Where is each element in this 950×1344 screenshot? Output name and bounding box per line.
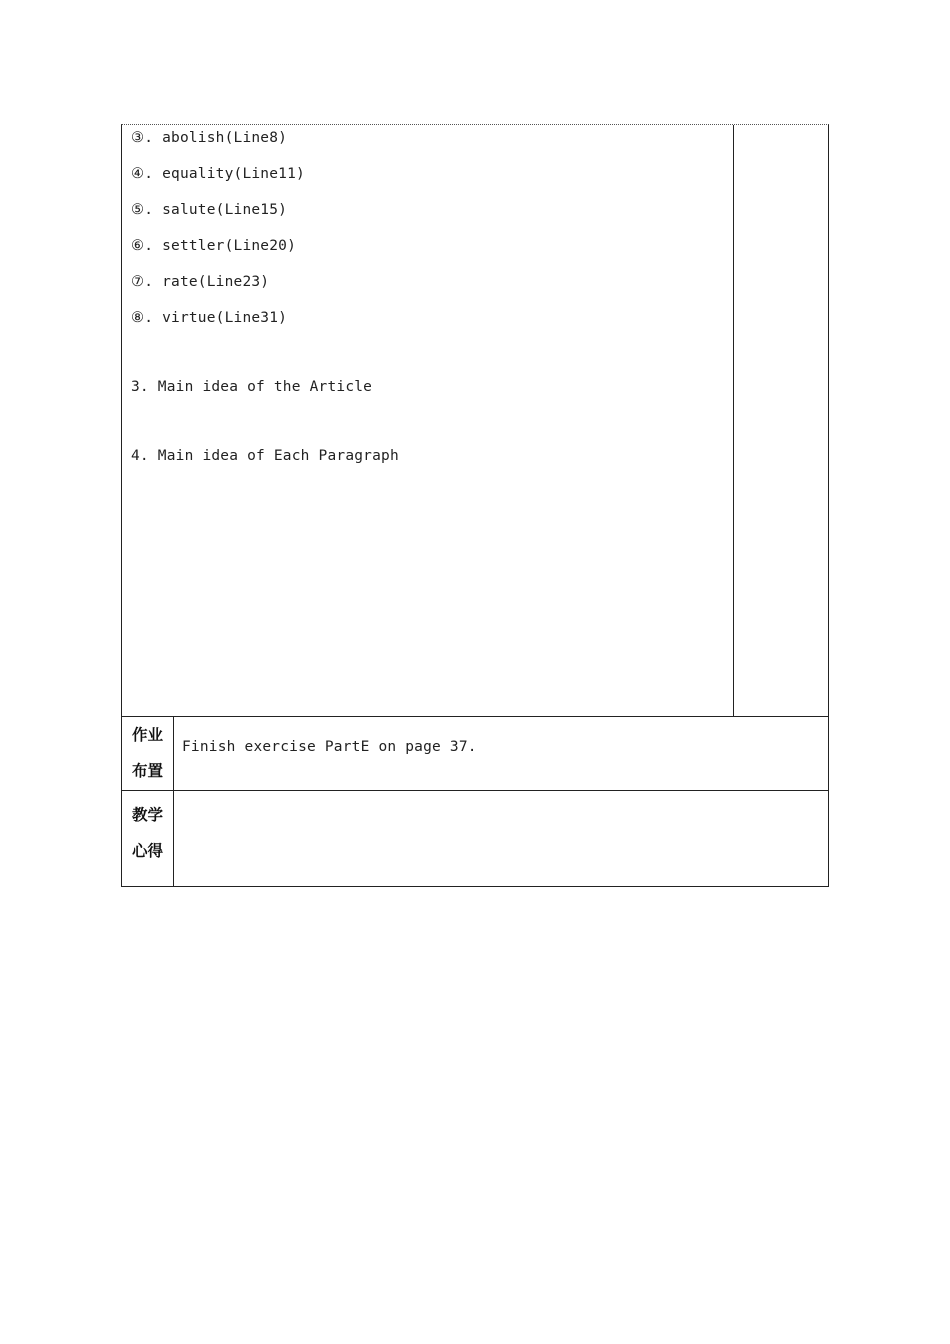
vocab-marker: ⑧. xyxy=(131,310,154,326)
vocab-item-settler xyxy=(131,238,296,254)
vocab-text: virtue(Line31) xyxy=(162,310,288,326)
vocab-item-virtue xyxy=(131,310,287,326)
row-divider xyxy=(122,716,828,717)
vocab-text: equality(Line11) xyxy=(162,166,305,182)
lesson-plan-table xyxy=(121,124,829,887)
vocab-item-rate xyxy=(131,274,269,290)
vocab-text: abolish(Line8) xyxy=(162,130,288,146)
main-idea-paragraph-heading: 4. Main idea of Each Paragraph xyxy=(131,448,399,464)
reflection-label-line1: 教学 xyxy=(131,806,163,824)
homework-label xyxy=(122,717,173,789)
column-divider xyxy=(173,717,174,886)
vocab-marker: ⑤. xyxy=(131,202,154,218)
vocab-marker: ③. xyxy=(131,130,154,146)
vocab-marker: ④. xyxy=(131,166,154,182)
vocab-text: settler(Line20) xyxy=(162,238,297,254)
vocab-item-equality xyxy=(131,166,305,182)
vocab-text: rate(Line23) xyxy=(162,274,270,290)
row-divider xyxy=(122,790,828,791)
homework-label-line2: 布置 xyxy=(131,762,163,780)
vocab-marker: ⑦. xyxy=(131,274,154,290)
vocab-marker: ⑥. xyxy=(131,238,154,254)
main-idea-article-heading: 3. Main idea of the Article xyxy=(131,379,373,395)
reflection-label xyxy=(122,797,173,869)
reflection-label-line2: 心得 xyxy=(131,842,163,860)
teaching-content-cell xyxy=(122,125,734,717)
notes-side-cell xyxy=(734,125,828,717)
vocab-text: salute(Line15) xyxy=(162,202,288,218)
vocab-item-abolish xyxy=(131,130,287,146)
homework-text: Finish exercise PartE on page 37. xyxy=(182,739,477,755)
vocab-item-salute xyxy=(131,202,287,218)
homework-label-line1: 作业 xyxy=(131,726,163,744)
